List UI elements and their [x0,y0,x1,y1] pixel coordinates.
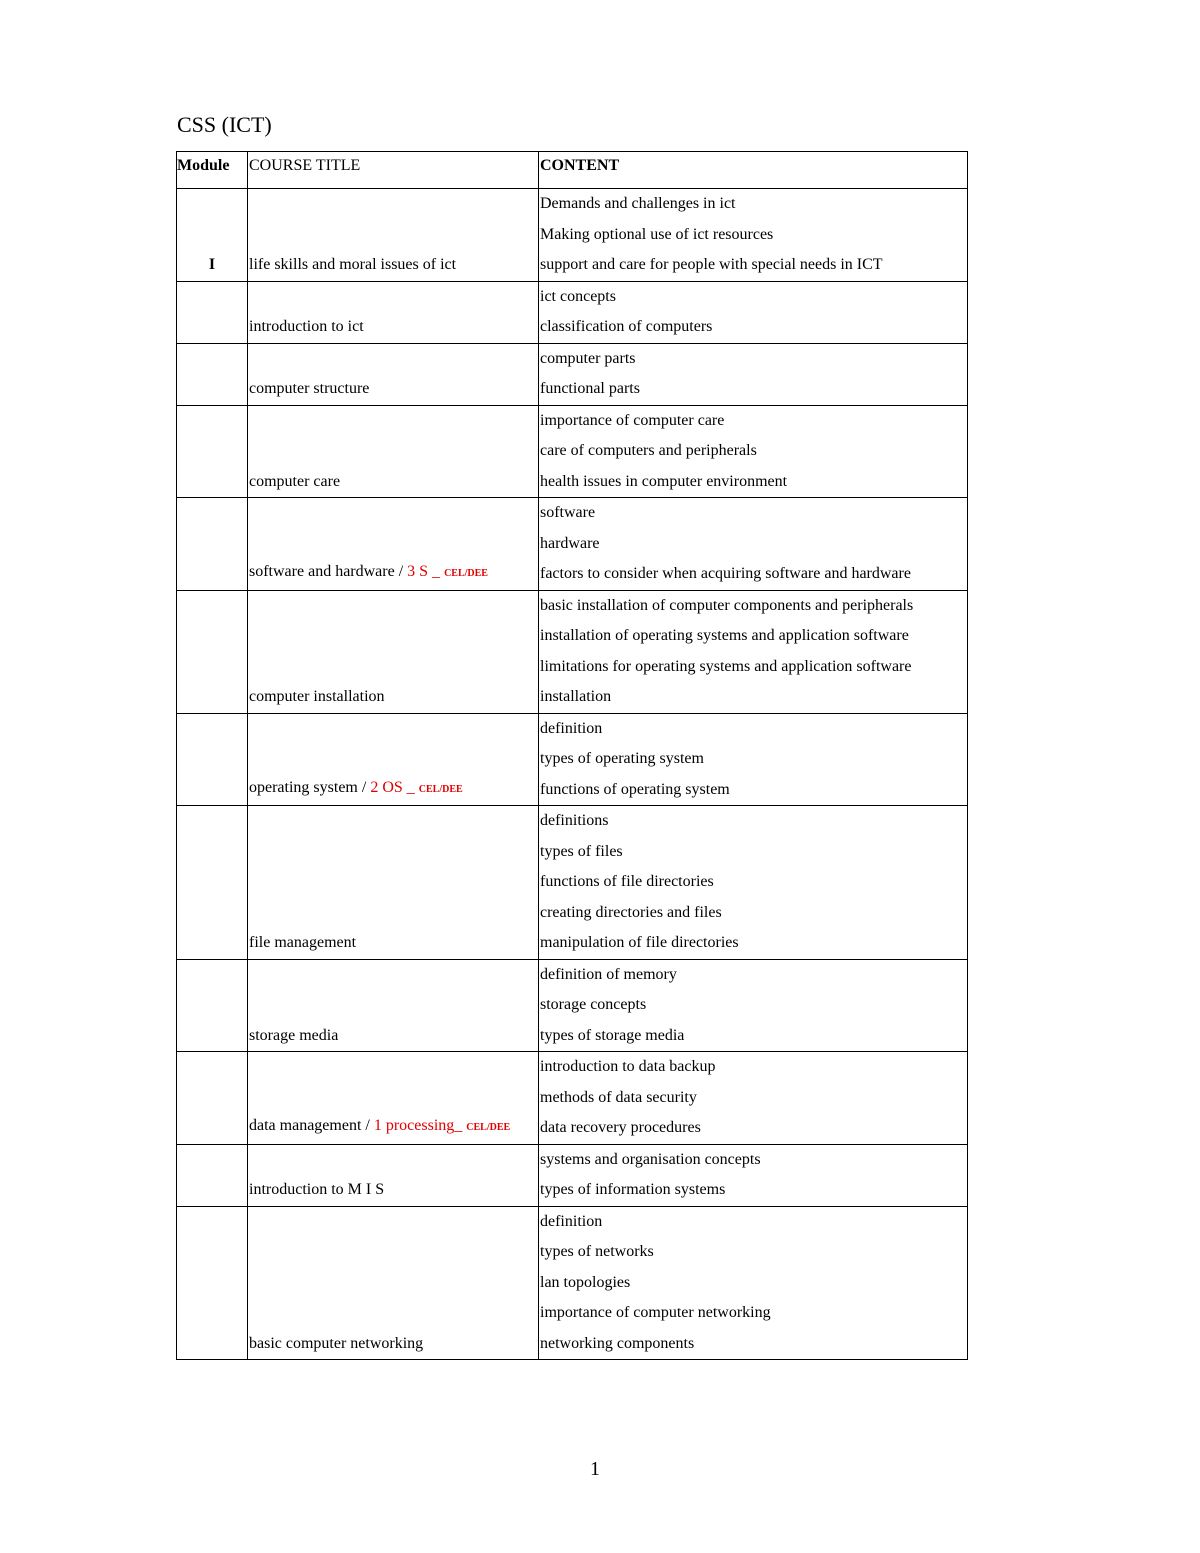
content-cell [539,1052,968,1145]
course-title-cell [248,281,539,343]
table-row [177,806,968,960]
course-title-cell [248,713,539,806]
table-row [177,281,968,343]
course-title-cell [248,189,539,282]
content-item: Demands and challenges in ict [540,195,736,212]
content-item: methods of data security [540,1088,697,1106]
course-title-cell [248,806,539,960]
table-row [177,189,968,282]
course-note: 1 processing_ [373,1117,467,1134]
content-item: types of storage media [540,1026,685,1044]
content-item: installation of operating systems and application software [540,627,909,644]
content-item: basic installation of computer components and peripherals [540,596,914,614]
header-course-title: COURSE TITLE [248,152,539,189]
course-title: introduction to ict [249,318,364,335]
content-item: introduction to data backup [540,1058,716,1075]
module-cell [177,959,248,1052]
content-cell [539,590,968,713]
content-cell [539,405,968,498]
table-row [177,959,968,1052]
course-note-code: CEL/DEE [444,568,488,579]
content-item: creating directories and files [540,903,722,921]
table-row [177,1206,968,1360]
course-title: basic computer networking [249,1334,424,1352]
course-title-cell [248,1052,539,1145]
table-row [177,405,968,498]
content-item: factors to consider when acquiring software and hardware [540,565,911,582]
course-title: operating system / [249,778,371,796]
course-title: storage media [249,1026,339,1044]
content-item: ict concepts [540,287,616,305]
content-cell [539,498,968,591]
content-item: importance of computer care [540,411,725,429]
module-cell: I [177,189,248,282]
course-title-cell [248,343,539,405]
content-item: support and care for people with special needs in ICT [540,256,883,273]
content-item: definition of memory [540,965,677,983]
module-cell [177,1144,248,1206]
table-row [177,498,968,591]
content-item: definition [540,719,603,737]
module-cell [177,713,248,806]
course-title: computer care [249,472,341,490]
content-item: functions of file directories [540,873,714,890]
content-cell [539,1206,968,1360]
module-cell [177,343,248,405]
content-cell [539,713,968,806]
module-cell [177,498,248,591]
table-row [177,1144,968,1206]
course-title: software and hardware / [249,563,408,580]
content-item: definition [540,1212,603,1230]
course-note-code: CEL/DEE [418,783,463,795]
content-cell [539,343,968,405]
content-cell [539,189,968,282]
page-number: 1 [590,1458,600,1480]
content-item: manipulation of file directories [540,934,739,951]
content-item: importance of computer networking [540,1304,771,1321]
table-row [177,1052,968,1145]
content-item: hardware [540,534,600,552]
module-cell [177,806,248,960]
course-note: 2 OS _ [370,778,419,796]
course-title-cell [248,498,539,591]
syllabus-table [176,151,968,1360]
content-item: health issues in computer environment [540,472,788,490]
content-item: data recovery procedures [540,1119,701,1136]
content-cell [539,281,968,343]
course-note-code: CEL/DEE [466,1122,511,1133]
content-item: functional parts [540,380,640,397]
content-cell [539,1144,968,1206]
table-row [177,590,968,713]
content-item: lan topologies [540,1273,631,1291]
content-item: types of files [540,842,623,860]
module-cell [177,281,248,343]
course-title: computer structure [249,380,370,397]
course-title: life skills and moral issues of ict [249,256,457,273]
course-title: introduction to M I S [249,1181,385,1198]
content-cell [539,959,968,1052]
course-title: data management / [249,1117,374,1134]
table-row [177,713,968,806]
table-header-row [177,152,968,189]
header-module: Module [177,152,248,189]
course-title-cell [248,1206,539,1360]
content-item: types of operating system [540,750,704,767]
content-item: installation [540,688,612,705]
content-item: limitations for operating systems and application software [540,657,912,675]
course-title: computer installation [249,688,385,705]
document-title: CSS (ICT) [177,112,272,137]
module-cell [177,1052,248,1145]
content-item: classification of computers [540,318,713,335]
content-item: systems and organisation concepts [540,1150,761,1168]
course-title-cell [248,590,539,713]
content-item: computer parts [540,349,636,367]
content-item: definitions [540,812,609,829]
course-note: 3 S _ [407,563,445,580]
module-cell [177,405,248,498]
content-item: types of networks [540,1243,654,1260]
header-content: CONTENT [539,152,968,189]
content-item: software [540,504,596,521]
content-cell [539,806,968,960]
table-row [177,343,968,405]
content-item: functions of operating system [540,780,730,798]
course-title-cell [248,1144,539,1206]
module-cell [177,1206,248,1360]
module-cell [177,590,248,713]
content-item: networking components [540,1334,695,1352]
content-item: types of information systems [540,1181,726,1198]
course-title: file management [249,934,357,951]
course-title-cell [248,405,539,498]
course-title-cell [248,959,539,1052]
content-item: Making optional use of ict resources [540,225,774,243]
content-item: care of computers and peripherals [540,442,757,459]
content-item: storage concepts [540,996,647,1013]
